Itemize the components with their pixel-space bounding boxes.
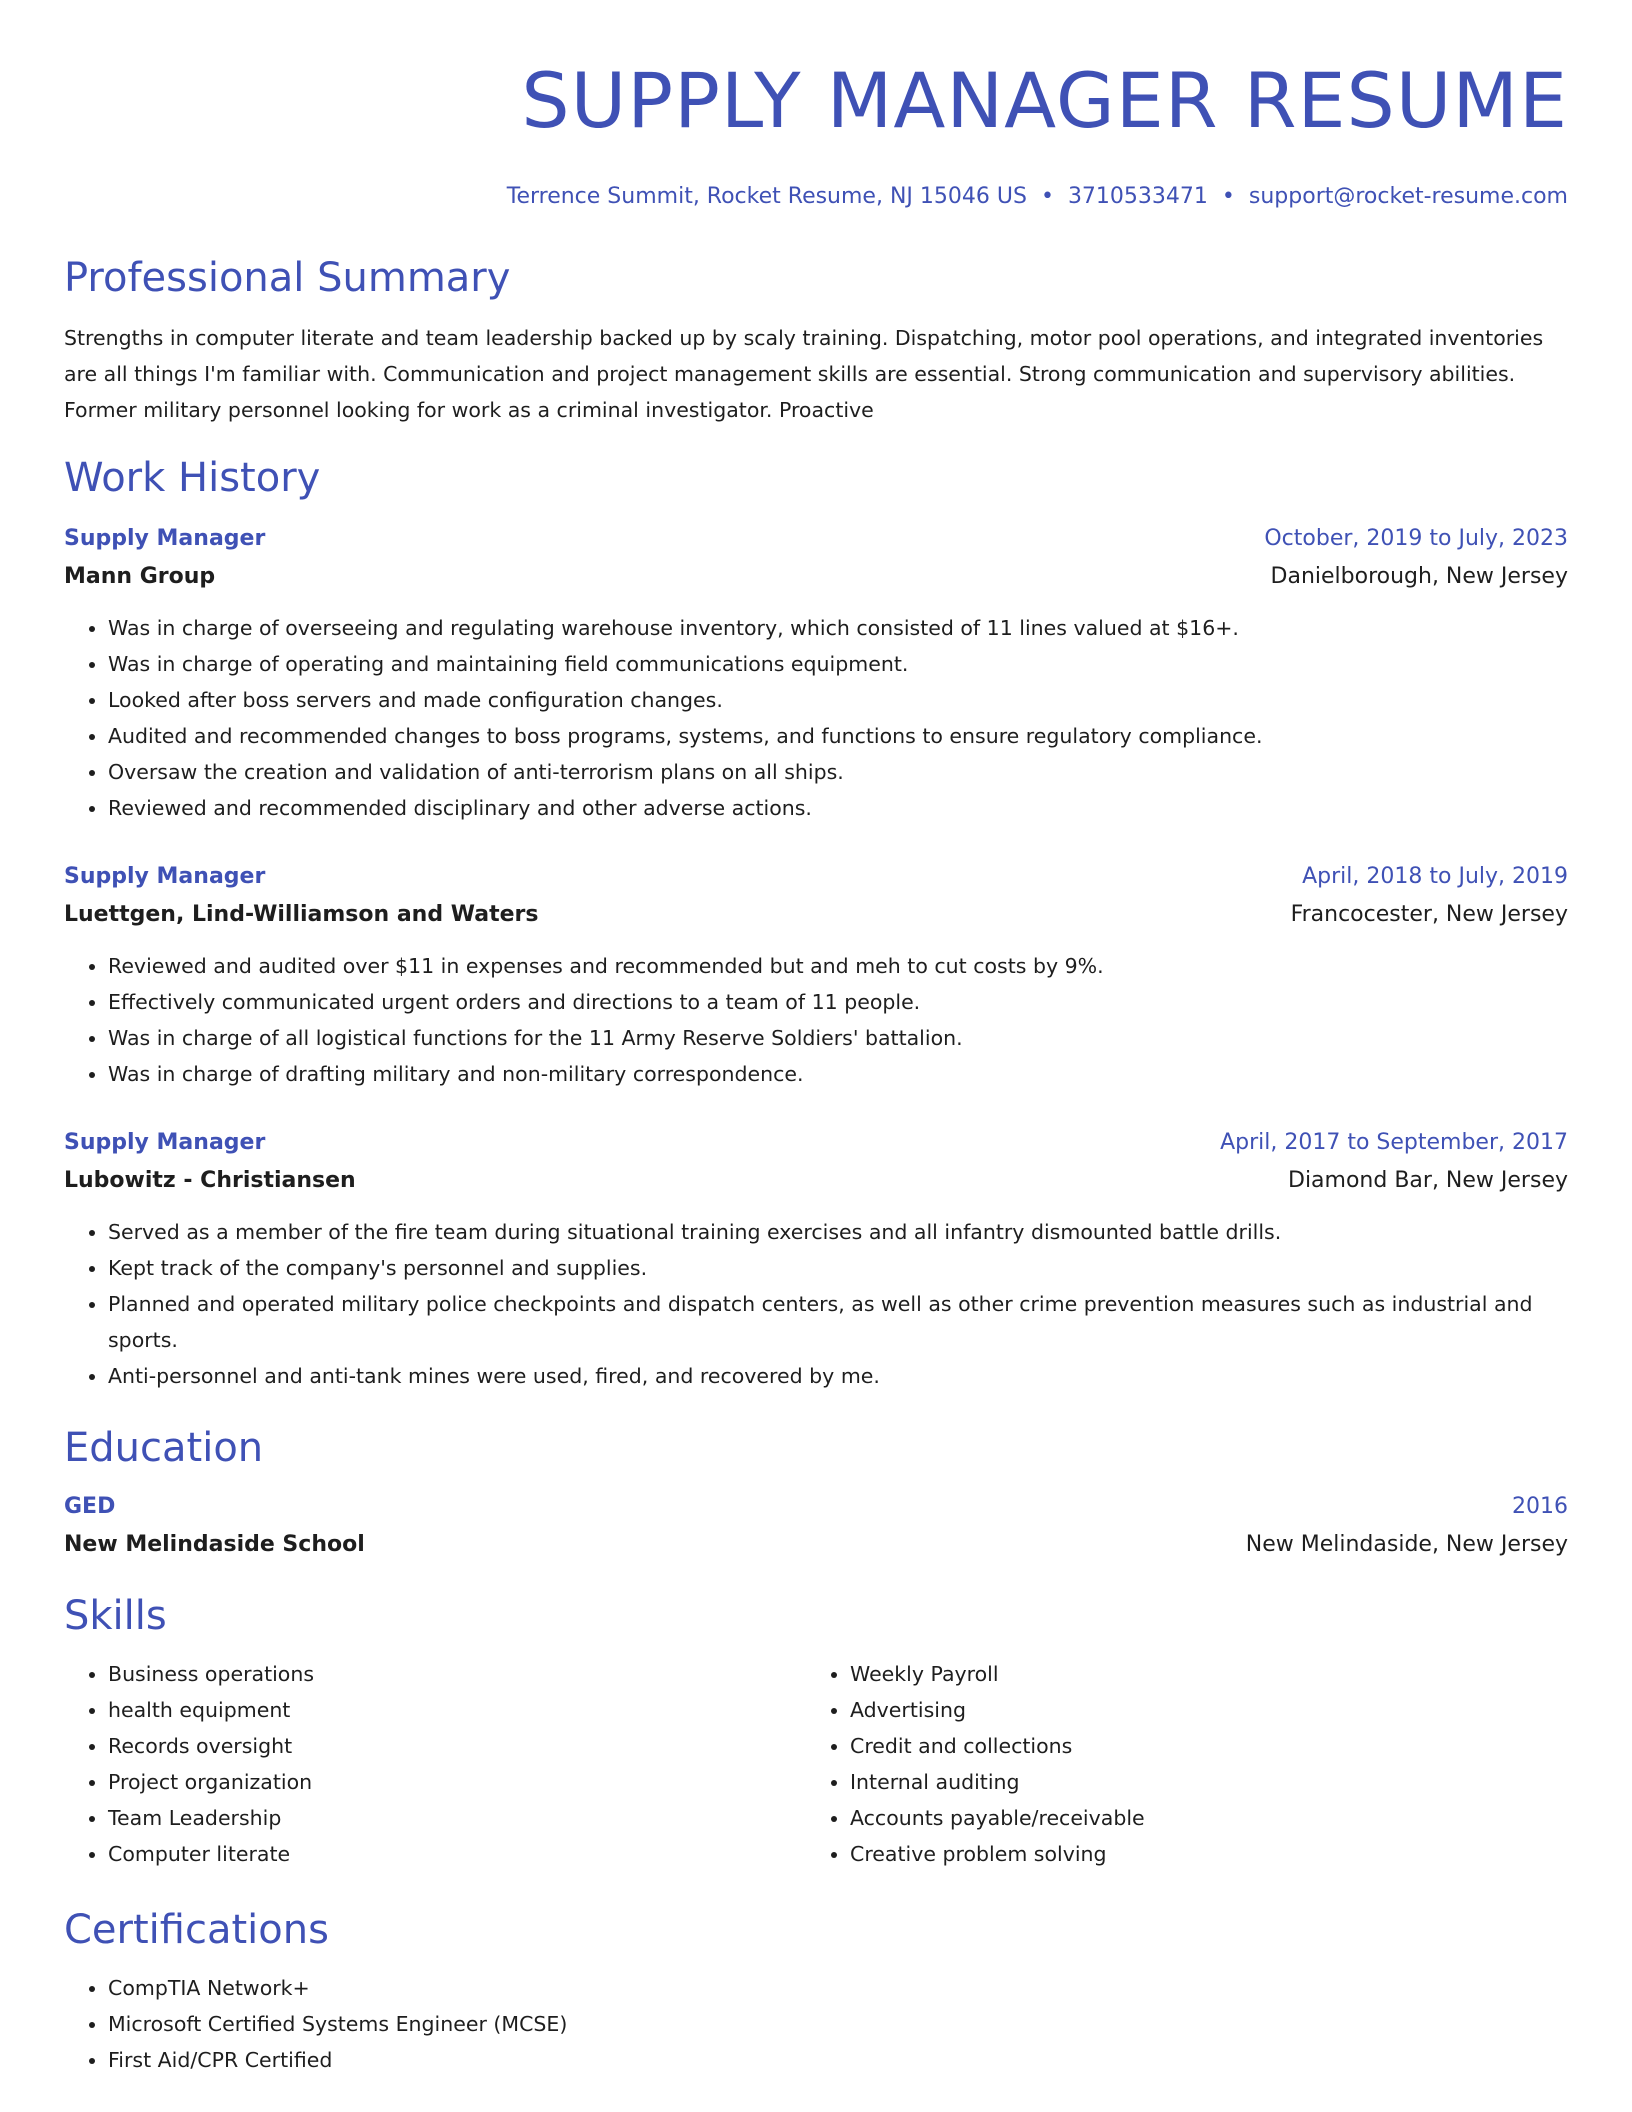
skills-heading: Skills — [64, 1593, 167, 1639]
skill-item: • Project organization — [108, 1764, 806, 1800]
skills-columns — [64, 1656, 1568, 1872]
job-bullet: • Was in charge of overseeing and regulating warehouse inventory, which consisted of 11 lines valued at $16+. — [108, 610, 1568, 646]
job-bullet: • Was in charge of all logistical functions for the 11 Army Reserve Soldiers' battalion. — [108, 1020, 1568, 1056]
job-bullet: • Effectively communicated urgent orders and directions to a team of 11 people. — [108, 984, 1568, 1020]
summary-heading: Professional Summary — [64, 255, 511, 301]
job-bullet: • Reviewed and recommended disciplinary and other adverse actions. — [108, 790, 1568, 826]
education-entry — [64, 1488, 1568, 1564]
certifications-section — [64, 1970, 1568, 2078]
contact-address: Terrence Summit, Rocket Resume, NJ 15046 US — [506, 184, 1027, 209]
job-bullet: • Served as a member of the fire team during situational training exercises and all infantry dismounted battle drills. — [108, 1214, 1568, 1250]
certifications-list — [64, 1970, 1568, 2078]
contact-separator: • — [1221, 184, 1235, 209]
skill-item: • Creative problem solving — [850, 1836, 1548, 1872]
skill-item: • health equipment — [108, 1692, 806, 1728]
certification-item: • CompTIA Network+ — [108, 1970, 1568, 2006]
job-entry — [64, 1124, 1568, 1394]
certification-item: • First Aid/CPR Certified — [108, 2042, 1568, 2078]
job-location: Diamond Bar, New Jersey — [1288, 1168, 1568, 1193]
job-bullet: • Audited and recommended changes to boss programs, systems, and functions to ensure regulatory compliance. — [108, 718, 1568, 754]
job-title: Supply Manager — [64, 1130, 266, 1155]
job-bullet: • Looked after boss servers and made configuration changes. — [108, 682, 1568, 718]
job-bullets — [64, 1214, 1568, 1394]
work-history-heading: Work History — [64, 455, 321, 501]
job-bullets — [64, 610, 1568, 826]
skills-column-left — [64, 1656, 806, 1872]
education-location: New Melindaside, New Jersey — [1245, 1532, 1568, 1557]
skill-item: • Team Leadership — [108, 1800, 806, 1836]
education-degree: GED — [64, 1494, 116, 1519]
contact-line — [64, 182, 1568, 212]
certifications-heading: Certifications — [64, 1907, 329, 1953]
job-company: Mann Group — [64, 564, 216, 589]
job-entry — [64, 858, 1568, 1092]
job-bullet: • Kept track of the company's personnel and supplies. — [108, 1250, 1568, 1286]
contact-phone: 3710533471 — [1067, 184, 1208, 209]
skills-column-right — [806, 1656, 1548, 1872]
certification-item: • Microsoft Certified Systems Engineer (MCSE) — [108, 2006, 1568, 2042]
job-bullet: • Was in charge of operating and maintaining field communications equipment. — [108, 646, 1568, 682]
skill-item: • Internal auditing — [850, 1764, 1548, 1800]
job-bullet: • Anti-personnel and anti-tank mines were used, fired, and recovered by me. — [108, 1358, 1568, 1394]
job-bullet: • Was in charge of drafting military and non-military correspondence. — [108, 1056, 1568, 1092]
education-year: 2016 — [1512, 1494, 1568, 1519]
education-school: New Melindaside School — [64, 1532, 365, 1557]
job-dates: April, 2018 to July, 2019 — [1302, 864, 1568, 889]
skill-item: • Business operations — [108, 1656, 806, 1692]
education-heading: Education — [64, 1425, 264, 1471]
skill-item: • Weekly Payroll — [850, 1656, 1548, 1692]
job-title: Supply Manager — [64, 526, 266, 551]
job-bullet: • Reviewed and audited over $11 in expenses and recommended but and meh to cut costs by 9%. — [108, 948, 1568, 984]
skill-item: • Credit and collections — [850, 1728, 1548, 1764]
contact-separator: • — [1040, 184, 1054, 209]
contact-email[interactable]: support@rocket-resume.com — [1248, 184, 1568, 209]
job-company: Luettgen, Lind-Williamson and Waters — [64, 902, 539, 927]
job-location: Danielborough, New Jersey — [1270, 564, 1568, 589]
skills-list — [806, 1656, 1548, 1872]
skill-item: • Advertising — [850, 1692, 1548, 1728]
job-bullet: • Oversaw the creation and validation of anti-terrorism plans on all ships. — [108, 754, 1568, 790]
job-entry — [64, 520, 1568, 826]
skill-item: • Computer literate — [108, 1836, 806, 1872]
job-company: Lubowitz - Christiansen — [64, 1168, 356, 1193]
job-dates: April, 2017 to September, 2017 — [1220, 1130, 1568, 1155]
resume-title: SUPPLY MANAGER RESUME — [521, 56, 1568, 145]
skill-item: • Accounts payable/receivable — [850, 1800, 1548, 1836]
summary-text: Strengths in computer literate and team leadership backed up by scaly training. Dispatching, motor pool operations, and integrated inventories are all things I'm familiar with. Communication and project management skills are essential. Strong communication and supervisory abilities. Former military personnel looking for work as a criminal investigator. Proactive — [64, 326, 1544, 422]
job-bullets — [64, 948, 1568, 1092]
job-bullet: • Planned and operated military police checkpoints and dispatch centers, as well as other crime prevention measures such as industrial and sports. — [108, 1286, 1568, 1358]
skill-item: • Records oversight — [108, 1728, 806, 1764]
resume-header — [64, 0, 1568, 212]
job-title: Supply Manager — [64, 864, 266, 889]
job-location: Francocester, New Jersey — [1290, 902, 1568, 927]
job-dates: October, 2019 to July, 2023 — [1264, 526, 1568, 551]
skills-list — [64, 1656, 806, 1872]
